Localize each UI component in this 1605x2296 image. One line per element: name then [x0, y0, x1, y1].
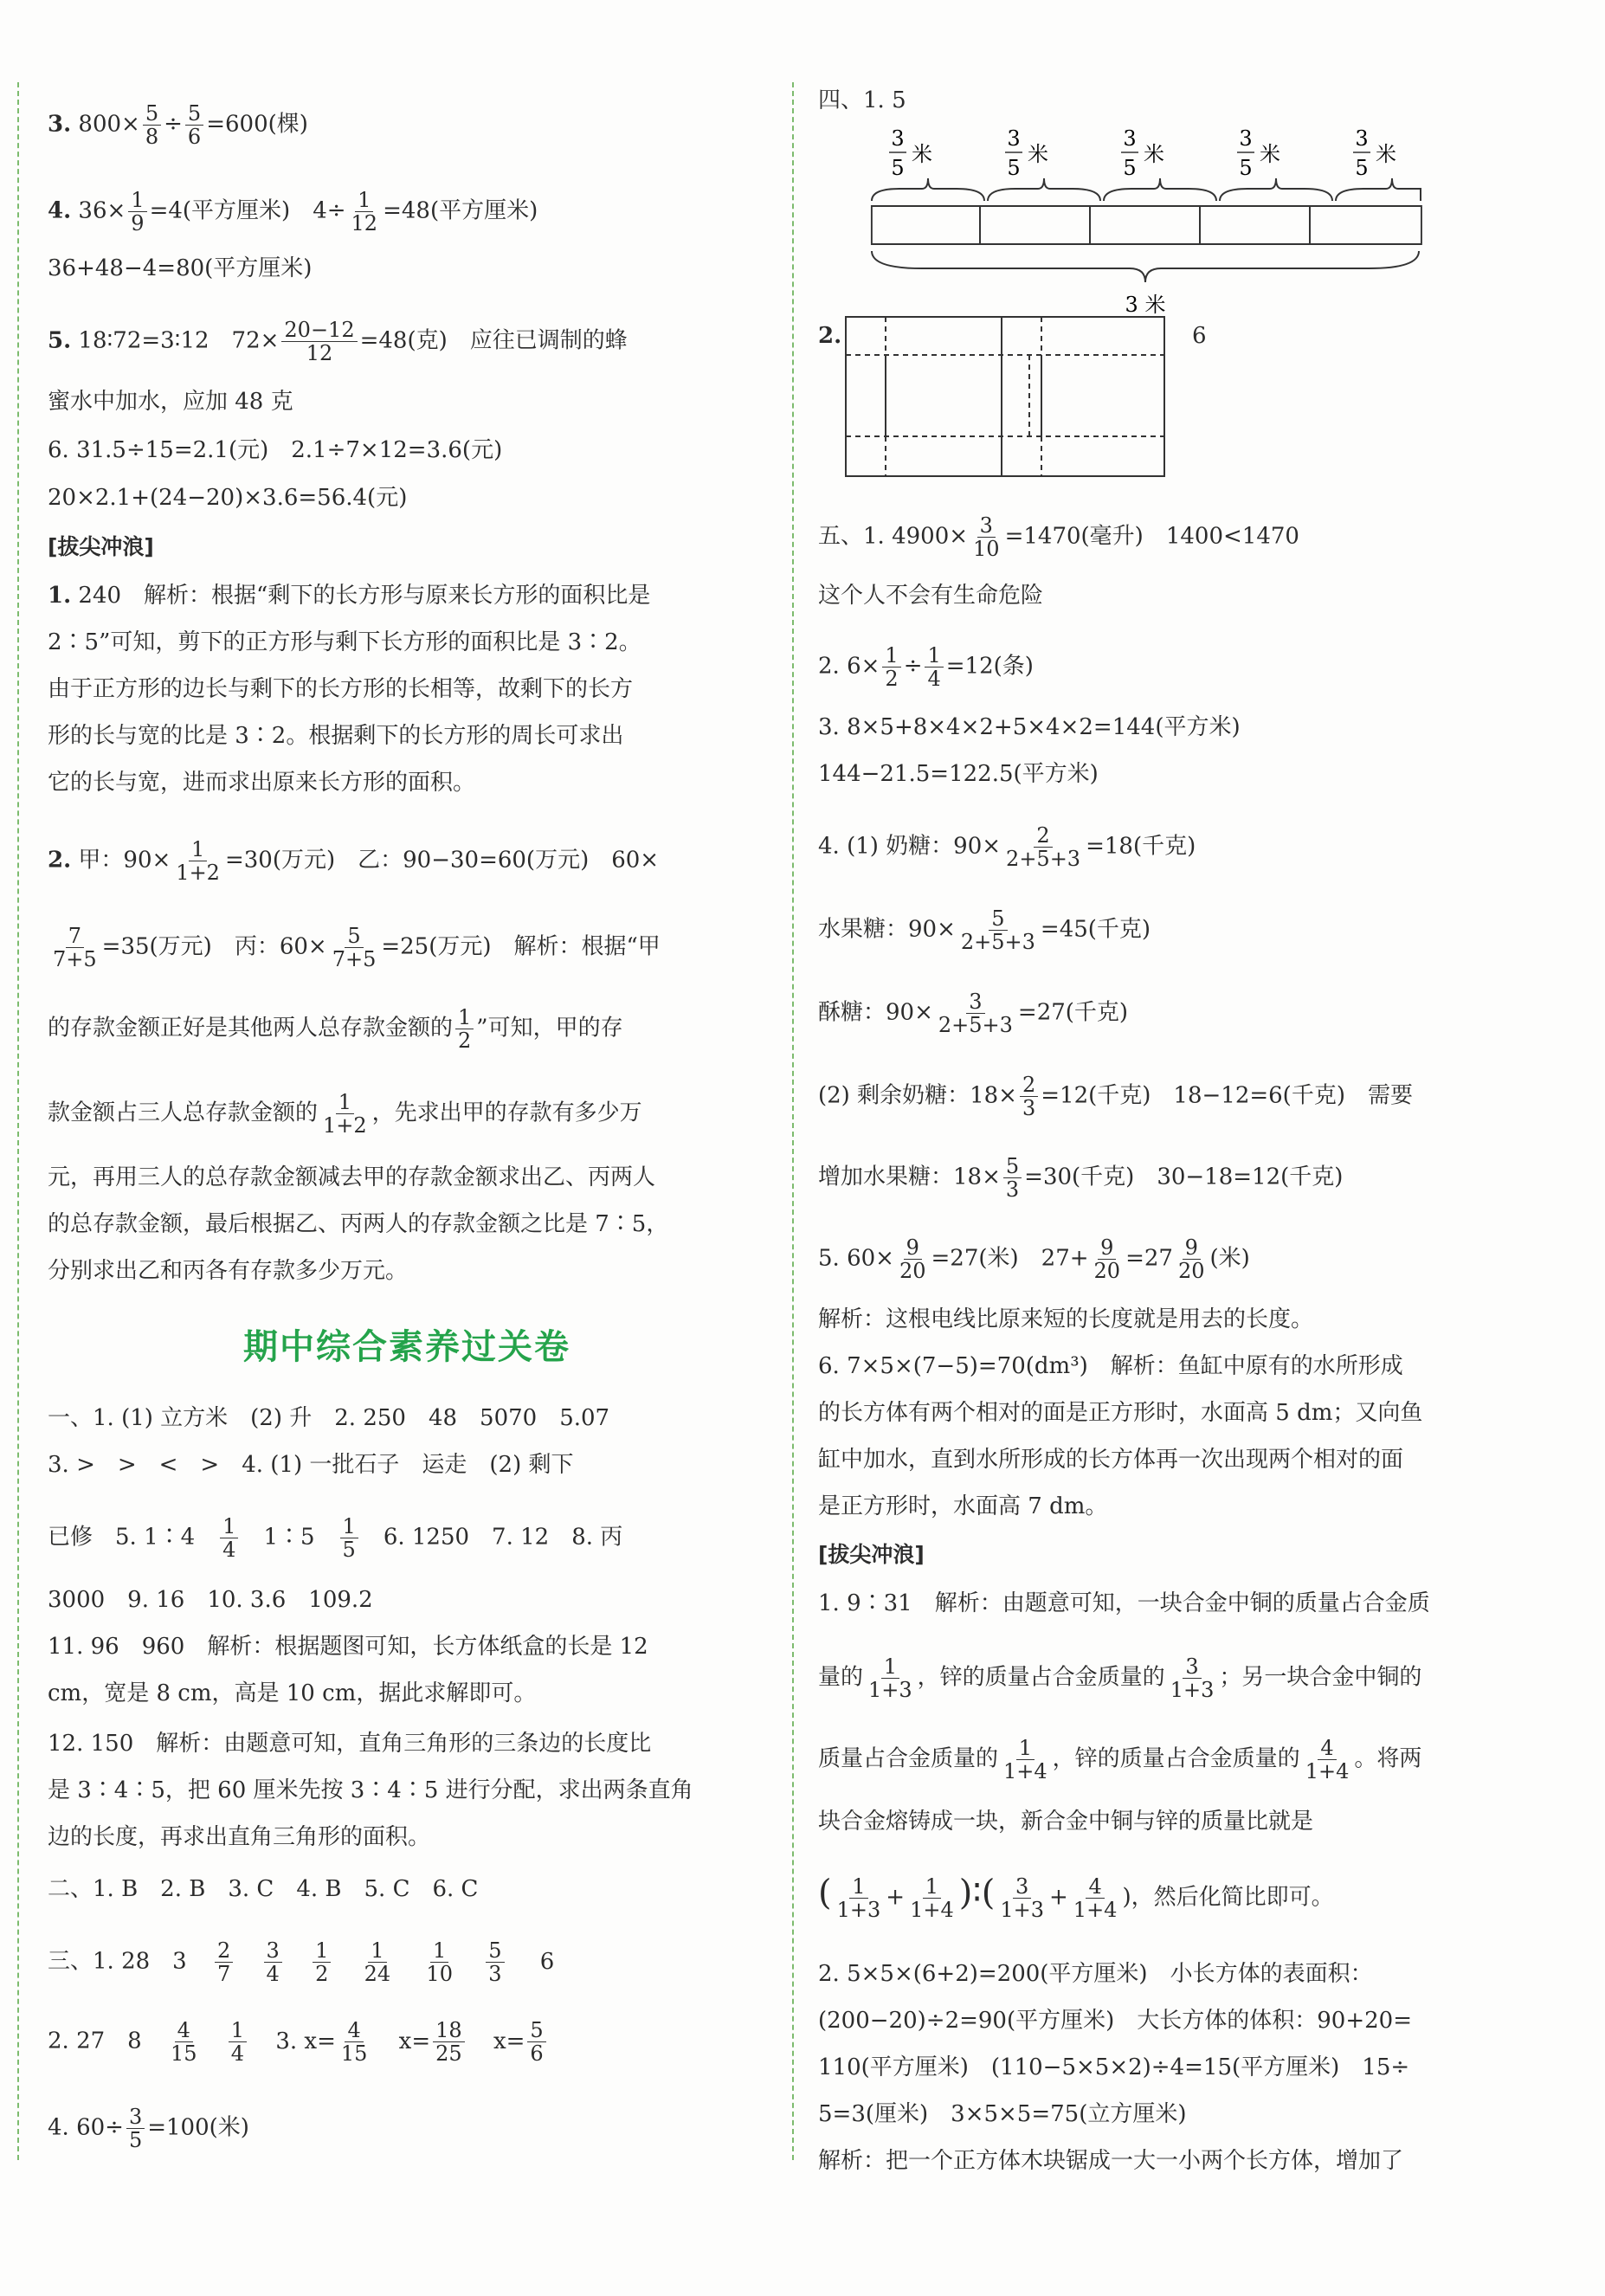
svg-text:5: 5: [1123, 156, 1137, 180]
answer-11-line: cm，宽是 8 cm，高是 10 cm，据此求解即可。: [48, 1680, 537, 1706]
bonus-1: 1. 9∶31 解析：由题意可知，一块合金中铜的质量占合金质: [818, 1590, 1430, 1616]
bonus-2-line: 的总存款金额，最后根据乙、丙两人的存款金额之比是 7∶5，: [48, 1211, 669, 1237]
answer-3: 3. 800× $\frac{5}{8}$ ÷ $\frac{5}{6}$ =600(棵): [48, 101, 308, 149]
svg-text:米: 米: [1028, 142, 1048, 166]
bonus-1-line: 它的长与宽，进而求出原来长方形的面积。: [48, 770, 476, 796]
answer-12: 12. 150 解析：由题意可知，直角三角形的三条边的长度比: [48, 1731, 652, 1757]
svg-text:3: 3: [1355, 126, 1369, 151]
answer-4-line2: 36+48−4=80(平方厘米): [48, 255, 313, 281]
part5-q4: 4. (1) 奶糖：90× $\frac{2}{2+5+3}$ =18(千克): [818, 823, 1196, 871]
bonus-2-line: 元，再用三人的总存款金额减去甲的存款金额求出乙、丙两人: [48, 1164, 656, 1190]
part5-q3-line: 144−21.5=122.5(平方米): [818, 761, 1099, 787]
bonus-1-line: 形的长与宽的比是 3∶2。根据剩下的长方形的周长可求出: [48, 723, 624, 749]
answer-6: 6. 31.5÷15=2.1(元) 2.1÷7×12=3.6(元): [48, 437, 503, 463]
svg-text:米: 米: [1144, 142, 1164, 166]
bonus-1-line: 2∶5”可知，剪下的正方形与剩下长方形的面积比是 3∶2。: [48, 629, 641, 655]
segment-labels: [889, 126, 1396, 180]
answer-6-line2: 20×2.1+(24−20)×3.6=56.4(元): [48, 485, 408, 511]
bonus-2-line: 5=3(厘米) 3×5×5=75(立方厘米): [818, 2101, 1187, 2127]
bonus-2-line: 分别求出乙和丙各有存款多少万元。: [48, 1258, 409, 1284]
svg-text:米: 米: [1260, 142, 1280, 166]
part4-heading: 四、1. 5: [818, 87, 906, 113]
tag-badge: [拔尖冲浪]: [48, 534, 154, 559]
bonus-2-line: (200−20)÷2=90(平方厘米) 大长方体的体积：90+20=: [818, 2008, 1413, 2034]
bonus-2: 2. 甲：90× $\frac{1}{1+2}$ =30(万元) 乙：90−30=60(万元) 60×: [48, 837, 660, 885]
part3-answer-4: 4. 60÷ $\frac{3}{5}$ =100(米): [48, 2105, 249, 2152]
part4-q2-answer: 6: [1192, 323, 1207, 349]
part1-line: 已修 5. 1∶4 $\frac{1}{4}$ 1∶5 $\frac{1}{5}$ 6. 1250 7. 12 8. 丙: [48, 1514, 623, 1562]
part5-q3: 3. 8×5+8×4×2+5×4×2=144(平方米): [818, 714, 1241, 740]
segment-bar: [872, 206, 1421, 244]
part5-q1: 五、1. 4900× $\frac{3}{10}$ =1470(毫升) 1400<1470: [818, 513, 1299, 561]
bonus-2-line: 款金额占三人总存款金额的 $\frac{1}{1+2}$ ，先求出甲的存款有多少万: [48, 1090, 642, 1138]
bonus-1-line: ( $\frac{1}{1+3}$ + $\frac{1}{1+4}$ )∶( $\frac{3}{1+3}$ + $\frac{4}{1+4}$ )，然后化简比即可。: [818, 1873, 1334, 1922]
total-length-label: 3 米: [1125, 293, 1166, 317]
answer-11: 11. 96 960 解析：根据题图可知，长方体纸盒的长是 12: [48, 1634, 648, 1660]
part5-q5-line: 解析：这根电线比原来短的长度就是用去的长度。: [818, 1306, 1314, 1332]
svg-text:米: 米: [912, 142, 932, 166]
part5-q6-line: 缸中加水，直到水所形成的长方体再一次出现两个相对的面: [818, 1447, 1404, 1473]
bonus-1-line: 质量占合金质量的 $\frac{1}{1+4}$ ，锌的质量占合金质量的 $\frac{4}{1+4}$ 。将两: [818, 1736, 1422, 1783]
svg-text:5: 5: [1007, 156, 1021, 180]
bonus-1-line: 块合金熔铸成一块，新合金中铜与锌的质量比就是: [818, 1809, 1314, 1835]
cuboid-net-diagram: [844, 313, 1173, 487]
answer-4: 4. 36× $\frac{1}{9}$ =4(平方厘米) 4÷ $\frac{1}{12}$ =48(平方厘米): [48, 188, 538, 235]
part5-q4-line: (2) 剩余奶糖：18× $\frac{2}{3}$ =12(千克) 18−12=6(千克) 需要: [818, 1073, 1413, 1120]
answer-5: 5. 18∶72=3∶12 72× $\frac{20-12}{12}$ =48(克) 应往已调制的蜂: [48, 318, 628, 365]
bonus-1: 1. 240 解析：根据“剩下的长方形与原来长方形的面积比是: [48, 583, 651, 609]
bonus-2-line: $\frac{7}{7+5}$ =35(万元) 丙：60× $\frac{5}{7+5}$ =25(万元) 解析：根据“甲: [53, 924, 661, 971]
part5-q2: 2. 6× $\frac{1}{2}$ ÷ $\frac{1}{4}$ =12(条): [818, 643, 1034, 691]
bonus-1-line: 由于正方形的边长与剩下的长方形的长相等，故剩下的长方: [48, 676, 634, 702]
part4-q2: 2.: [818, 323, 842, 349]
part5-q4-line: 水果糖：90× $\frac{5}{2+5+3}$ =45(千克): [818, 906, 1151, 954]
column-divider-line: [792, 82, 794, 2160]
part5-q4-line: 增加水果糖：18× $\frac{5}{3}$ =30(千克) 30−18=12(千克): [818, 1154, 1344, 1202]
part1-line: 3000 9. 16 10. 3.6 109.2: [48, 1587, 373, 1613]
top-braces: [872, 178, 1421, 201]
part1-line: 一、1. (1) 立方米 (2) 升 2. 250 48 5070 5.07: [48, 1405, 610, 1431]
segment-diagram: [870, 121, 1424, 320]
section-title: 期中综合素养过关卷: [243, 1327, 570, 1367]
part5-q6-line: 是正方形时，水面高 7 dm。: [818, 1493, 1108, 1519]
bonus-2: 2. 5×5×(6+2)=200(平方厘米) 小长方体的表面积：: [818, 1961, 1373, 1987]
bonus-2-line: 解析：把一个正方体木块锯成一大一小两个长方体，增加了: [818, 2148, 1404, 2174]
part3-line: 2. 27 8 $\frac{4}{15}$ $\frac{1}{4}$ 3. x= $\frac{4}{15}$ x= $\frac{18}{25}$ x= $\frac{5}{6}$: [48, 2019, 549, 2065]
answer-12-line: 边的长度，再求出直角三角形的面积。: [48, 1824, 431, 1850]
part1-line: 3. > > < > 4. (1) 一批石子 运走 (2) 剩下: [48, 1452, 574, 1478]
svg-text:3: 3: [1239, 126, 1253, 151]
bonus-2-line: 的存款金额正好是其他两人总存款金额的 $\frac{1}{2}$ ”可知，甲的存: [48, 1005, 623, 1053]
svg-text:3: 3: [1007, 126, 1021, 151]
bonus-2-line: 110(平方厘米) (110−5×5×2)÷4=15(平方厘米) 15÷: [818, 2054, 1410, 2080]
left-margin-line: [17, 82, 19, 2160]
svg-text:5: 5: [1355, 156, 1369, 180]
svg-text:3: 3: [1123, 126, 1137, 151]
tag-badge: [拔尖冲浪]: [818, 1542, 925, 1567]
answer-12-line: 是 3∶4∶5，把 60 厘米先按 3∶4∶5 进行分配，求出两条直角: [48, 1777, 693, 1803]
bottom-brace: [872, 251, 1419, 282]
svg-text:3: 3: [891, 126, 905, 151]
part5-q5: 5. 60× $\frac{9}{20}$ =27(米) 27+ $\frac{9}{20}$ =27 $\frac{9}{20}$ (米): [818, 1235, 1250, 1283]
part5-q4-line: 酥糖：90× $\frac{3}{2+5+3}$ =27(千克): [818, 990, 1129, 1037]
part5-q6: 6. 7×5×(7−5)=70(dm³) 解析：鱼缸中原有的水所形成: [818, 1353, 1403, 1379]
answer-5-line2: 蜜水中加水，应加 48 克: [48, 389, 293, 415]
part5-q1-line: 这个人不会有生命危险: [818, 583, 1044, 609]
part5-q6-line: 的长方体有两个相对的面是正方形时，水面高 5 dm；又向鱼: [818, 1400, 1423, 1426]
svg-text:5: 5: [1239, 156, 1253, 180]
bonus-1-line: 量的 $\frac{1}{1+3}$ ，锌的质量占合金质量的 $\frac{3}{1+3}$ ；另一块合金中铜的: [818, 1654, 1422, 1702]
part3-line: 三、1. 28 3 $\frac{2}{7}$ $\frac{3}{4}$ $\frac{1}{2}$ $\frac{1}{24}$ $\frac{1}{10}$ $\frac{5}{3}$ 6: [48, 1938, 555, 1986]
part2-line: 二、1. B 2. B 3. C 4. B 5. C 6. C: [48, 1876, 479, 1902]
svg-text:米: 米: [1376, 142, 1396, 166]
svg-text:5: 5: [891, 156, 905, 180]
